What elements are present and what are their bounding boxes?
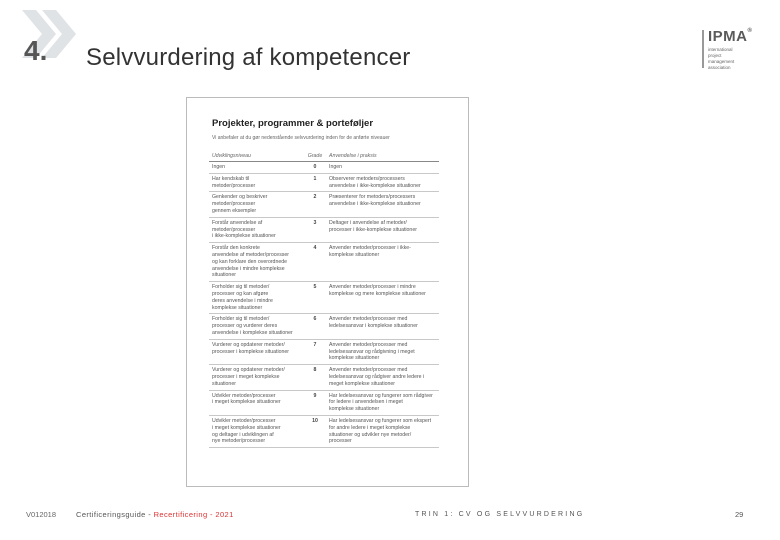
cell-grade: 4 (304, 243, 326, 282)
table-row (209, 217, 439, 242)
ipma-logo (708, 28, 760, 71)
page-number: 29 (735, 510, 744, 519)
table-body (209, 162, 439, 448)
slide-title: Selvvurdering af kompetencer (86, 44, 411, 71)
footer-step: TRIN 1: CV OG SELVVURDERING (415, 511, 585, 518)
competence-table (209, 151, 439, 448)
column-header-practice: Anvendelse i praksis (326, 151, 439, 162)
cell-practice: Anvender metoder/processer med ledelsesansvar og rådgiver andre ledere i meget komplekse situationer (326, 365, 439, 390)
ipma-logo-mark: IPMA® (708, 28, 753, 45)
footer-version: V012018 (26, 510, 57, 519)
table-row (209, 173, 439, 192)
cell-practice: Har ledelsesansvar og fungerer som rådgiver for ledere i anvendelsen i meget komplekse situationer (326, 390, 439, 415)
table-row (209, 314, 439, 339)
table-row (209, 243, 439, 282)
cell-grade: 6 (304, 314, 326, 339)
cell-grade: 0 (304, 162, 326, 174)
cell-grade: 1 (304, 173, 326, 192)
document-page (186, 97, 469, 487)
cell-level: Forstår anvendelse af metoder/processer i ikke-komplekse situationer (209, 217, 304, 242)
footer-guide-prefix: Certificeringsguide - (76, 510, 154, 519)
table-row (209, 192, 439, 217)
cell-practice: Har ledelsesansvar og fungerer som ekspert for andre ledere i meget komplekse situationer og udvikler nye metoder/ processer (326, 415, 439, 447)
cell-practice: Observerer metoders/processers anvendelse i ikke-komplekse situationer (326, 173, 439, 192)
table-header-row (209, 151, 439, 162)
cell-level: Har kendskab til metoder/processer (209, 173, 304, 192)
cell-grade: 9 (304, 390, 326, 415)
cell-grade: 2 (304, 192, 326, 217)
ipma-logo-divider (702, 30, 704, 68)
cell-practice: Ingen (326, 162, 439, 174)
slide-number: 4. (24, 35, 48, 66)
cell-level: Forholder sig til metoder/ processer og kan afgøre deres anvendelse i mindre komplekse situationer (209, 282, 304, 314)
table-row (209, 390, 439, 415)
cell-practice: Anvender metoder/processer med ledelsesansvar og rådgivning i meget komplekse situationer (326, 339, 439, 364)
table-row (209, 162, 439, 174)
column-header-level: Udviklingsniveau (209, 151, 304, 162)
cell-level: Ingen (209, 162, 304, 174)
cell-level: Udvikler metoder/processer i meget komplekse situationer og deltager i udviklingen af nye metoder/processer (209, 415, 304, 447)
cell-practice: Anvender metoder/processer i ikke- komplekse situationer (326, 243, 439, 282)
table-row (209, 415, 439, 447)
footer-guide (76, 510, 234, 519)
document-subtitle: Vi anbefaler at du gør nedenstående selvvurdering inden for de anførte niveauer (212, 135, 390, 141)
cell-level: Genkender og beskriver metoder/processer gennem eksempler (209, 192, 304, 217)
ipma-logo-tagline: international project management association (708, 47, 735, 70)
cell-practice: Anvender metoder/processer med ledelsesansvar i komplekse situationer (326, 314, 439, 339)
cell-level: Udvikler metoder/processer i meget komplekse situationer (209, 390, 304, 415)
cell-level: Forholder sig til metoder/ processer og vurderer deres anvendelse i komplekse situationer (209, 314, 304, 339)
cell-grade: 7 (304, 339, 326, 364)
cell-level: Vurderer og opdaterer metoder/ processer i komplekse situationer (209, 339, 304, 364)
cell-grade: 8 (304, 365, 326, 390)
cell-grade: 10 (304, 415, 326, 447)
table-row (209, 339, 439, 364)
table-row (209, 365, 439, 390)
cell-grade: 3 (304, 217, 326, 242)
cell-level: Forstår den konkrete anvendelse af metoder/processer og kan forklare den overordnede anvendelse i mindre komplekse situationer (209, 243, 304, 282)
cell-practice: Deltager i anvendelse af metoder/ processer i ikke-komplekse situationer (326, 217, 439, 242)
cell-grade: 5 (304, 282, 326, 314)
cell-level: Vurderer og opdaterer metoder/ processer i meget komplekse situationer (209, 365, 304, 390)
cell-practice: Anvender metoder/processer i mindre komplekse og mere komplekse situationer (326, 282, 439, 314)
footer-guide-accent: Recertificering - 2021 (153, 510, 234, 519)
document-title: Projekter, programmer & porteføljer (212, 118, 374, 129)
cell-practice: Præsenterer for metoders/processers anvendelse i ikke-komplekse situationer (326, 192, 439, 217)
column-header-grade: Grade (304, 151, 326, 162)
table-row (209, 282, 439, 314)
